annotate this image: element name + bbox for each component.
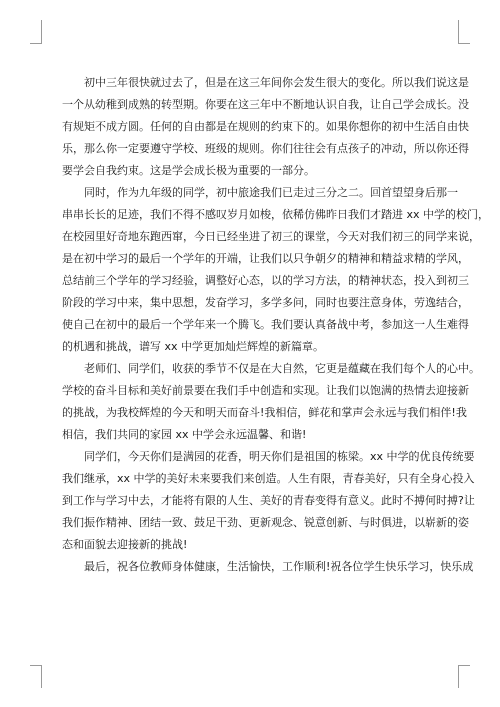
text-line: 同时，作为九年级的同学，初中旅途我们已走过三分之二。回首望望身后那一 [84,186,458,199]
text-line: 是在初中学习的最后一个学年的开端，让我们以只争朝夕的精神和精益求精的学风， [62,252,469,265]
text-line: 要学会自我约束。这是学会成长极为重要的一部分。 [62,164,315,177]
text-line: 的机遇和挑战，谱写 xx 中学更加灿烂辉煌的新篇章。 [62,340,325,353]
text-line: 初中三年很快就过去了，但是在这三年间你会发生很大的变化。所以我们说这是 [84,76,469,89]
text-line: 一个从幼稚到成熟的转型期。你要在这三年中不断地认识自我，让自己学会成长。没 [62,98,469,111]
text-line: 到工作与学习中去，才能将有限的人生、美好的青春变得有意义。此时不搏何时搏?让 [62,494,475,507]
text-line: 我们振作精神、团结一致、鼓足干劲、更新观念、锐意创新、与时俱进，以崭新的姿 [62,516,469,529]
crop-mark-bottom-right [458,665,470,688]
paragraph-3 [62,358,480,446]
text-line: 阶段的学习中来，集中思想，发奋学习，多学多问，同时也要注意身体，劳逸结合， [62,296,469,309]
crop-mark-bottom-left [30,665,42,688]
paragraph-4 [62,446,475,556]
document-body [62,72,490,578]
paragraph-5 [62,556,474,578]
text-line: 最后，祝各位教师身体健康，生活愉快，工作顺利!祝各位学生快乐学习，快乐成 [84,560,474,573]
crop-mark-top-left [30,20,42,44]
text-line: 有规矩不成方圆。任何的自由都是在规则的约束下的。如果你想你的初中生活自由快 [62,120,469,133]
text-line: 串串长长的足迹，我们不得不感叹岁月如梭，依稀仿佛昨日我们才踏进 xx 中学的校门， [62,208,490,221]
crop-mark-top-right [458,20,470,44]
paragraph-2 [62,182,490,358]
text-line: 总结前三个学年的学习经验，调整好心态，以的学习方法，的精神状态，投入到初三 [62,274,469,287]
paragraph-1 [62,72,469,182]
text-line: 使自己在初中的最后一个学年来一个腾飞。我们要认真备战中考，参加这一人生难得 [62,318,469,331]
text-line: 同学们，今天你们是满园的花香，明天你们是祖国的栋梁。xx 中学的优良传统要 [84,450,475,463]
text-line: 相信，我们共同的家园 xx 中学会永远温馨、和谐! [62,428,307,441]
text-line: 态和面貌去迎接新的挑战! [62,538,188,551]
text-line: 乐，那么你一定要遵守学校、班级的规则。你们往往会有点孩子的冲动，所以你还得 [62,142,469,155]
text-line: 在校园里好奇地东跑西窜，今日已经坐进了初三的课堂，今天对我们初三的同学来说， [62,230,480,243]
text-line: 我们继承，xx 中学的美好未来要我们来创造。人生有限，青春美好，只有全身心投入 [62,472,475,485]
text-line: 学校的奋斗目标和美好前景要在我们手中创造和实现。让我们以饱满的热情去迎接新 [62,384,469,397]
text-line: 的挑战，为我校辉煌的今天和明天而奋斗!我相信，鲜花和掌声会永远与我们相伴!我 [62,406,467,419]
text-line: 老师们、同学们，收获的季节不仅是在大自然，它更是蕴藏在我们每个人的心中。 [84,362,480,375]
